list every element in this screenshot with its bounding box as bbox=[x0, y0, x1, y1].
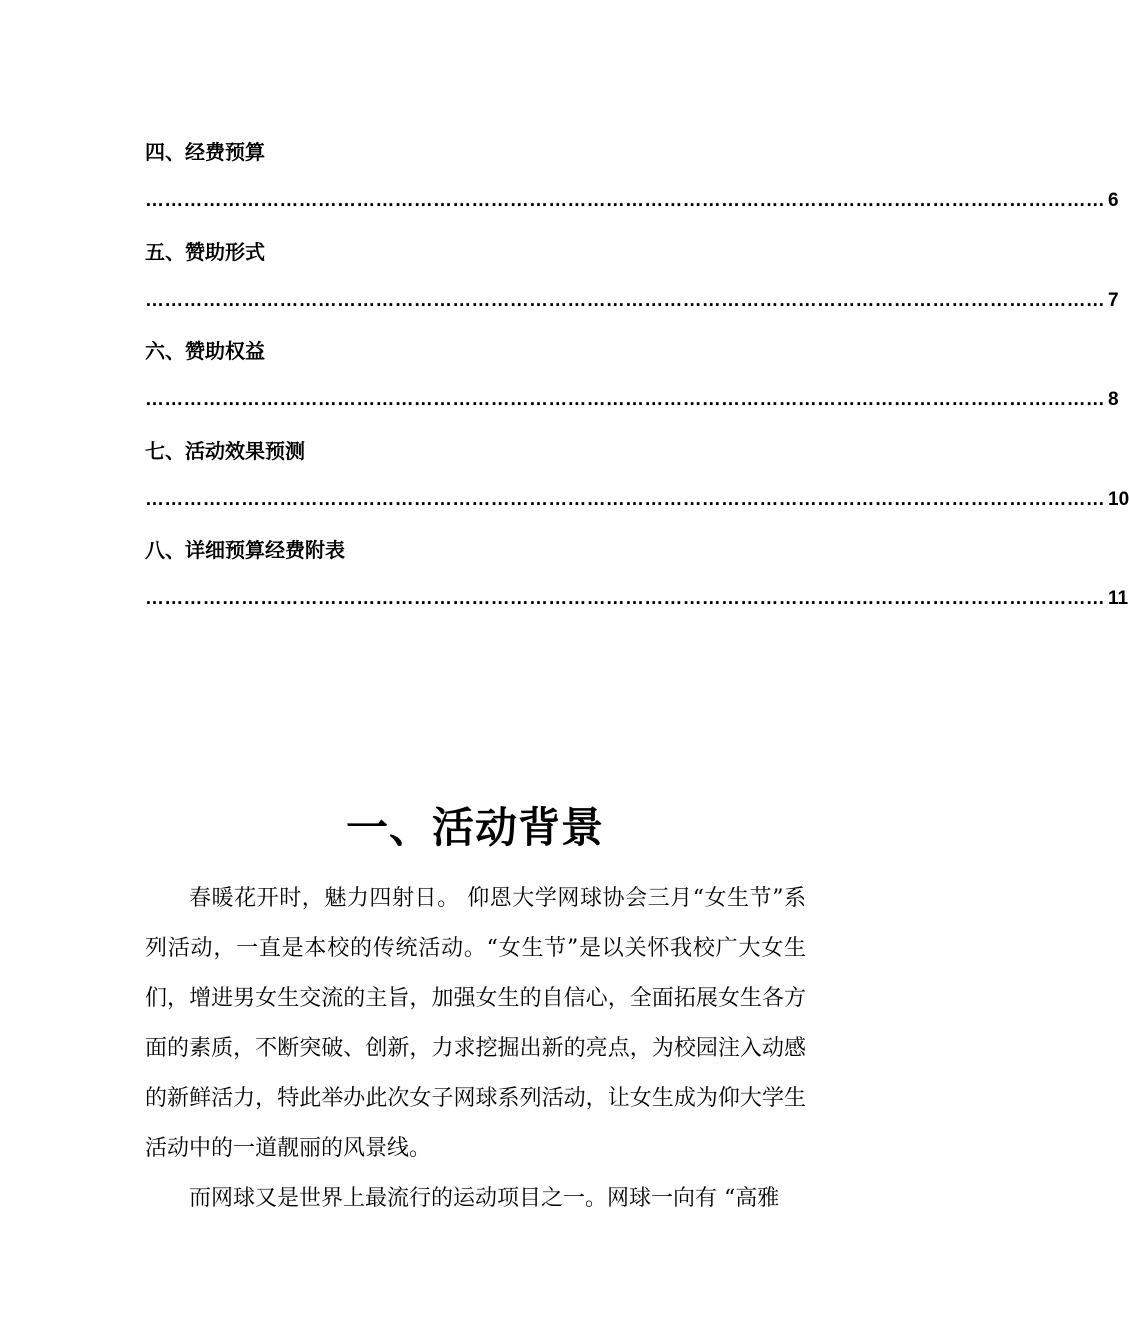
toc-page-number: 6 bbox=[1108, 190, 1119, 211]
toc-entry[interactable] bbox=[145, 132, 1119, 232]
paragraph: 而网球又是世界上最流行的运动项目之一。网球一向有 “高雅 bbox=[189, 1186, 780, 1211]
toc-entry-title: 四、经费预算 bbox=[145, 140, 265, 164]
toc-entry-title: 六、赞助权益 bbox=[145, 339, 265, 364]
toc-entry[interactable] bbox=[145, 530, 1129, 630]
toc-page-number: 11 bbox=[1108, 588, 1129, 610]
table-of-contents bbox=[145, 132, 1129, 630]
toc-leader-line bbox=[145, 188, 1119, 214]
toc-leader-dots: …………………………………………………………………………………………………………………………………… bbox=[145, 190, 1105, 211]
toc-leader-dots: …………………………………………………………………………………………………………………………………… bbox=[145, 588, 1105, 610]
toc-entry[interactable] bbox=[145, 232, 1119, 332]
toc-entry-title: 七、活动效果预测 bbox=[145, 438, 305, 463]
toc-page-number: 7 bbox=[1108, 289, 1119, 311]
paragraph: 春暖花开时，魅力四射日。 仰恩大学网球协会三月“女生节”系列活动，一直是本校的传统活动。“女生节”是以关怀我校广大女生们，增进男女生交流的主旨，加强女生的自信心，全面拓展女生各方面的素质，不断突破、创新，力求挖掘出新的亮点，为校园注入动感的新鲜活力，特此举办此次女子网球系列活动，让女生成为仰大学生活动中的一道靓丽的风景线。 bbox=[145, 886, 806, 1161]
toc-entry[interactable] bbox=[145, 331, 1119, 431]
toc-page-number: 8 bbox=[1108, 389, 1119, 411]
toc-leader-line bbox=[145, 487, 1129, 513]
section-body bbox=[145, 874, 806, 1224]
toc-leader-dots: …………………………………………………………………………………………………………………………………… bbox=[145, 389, 1105, 411]
toc-entry-title: 五、赞助形式 bbox=[145, 239, 265, 264]
toc-leader-line bbox=[145, 586, 1129, 612]
toc-page-number: 10 bbox=[1108, 488, 1129, 510]
toc-leader-dots: …………………………………………………………………………………………………………………………………… bbox=[145, 488, 1105, 510]
toc-entry[interactable] bbox=[145, 431, 1129, 531]
toc-leader-line bbox=[145, 288, 1119, 314]
toc-entry-title: 八、详细预算经费附表 bbox=[145, 538, 345, 563]
toc-leader-line bbox=[145, 387, 1119, 413]
section-heading: 一、活动背景 bbox=[345, 803, 604, 853]
toc-leader-dots: …………………………………………………………………………………………………………………………………… bbox=[145, 289, 1105, 311]
